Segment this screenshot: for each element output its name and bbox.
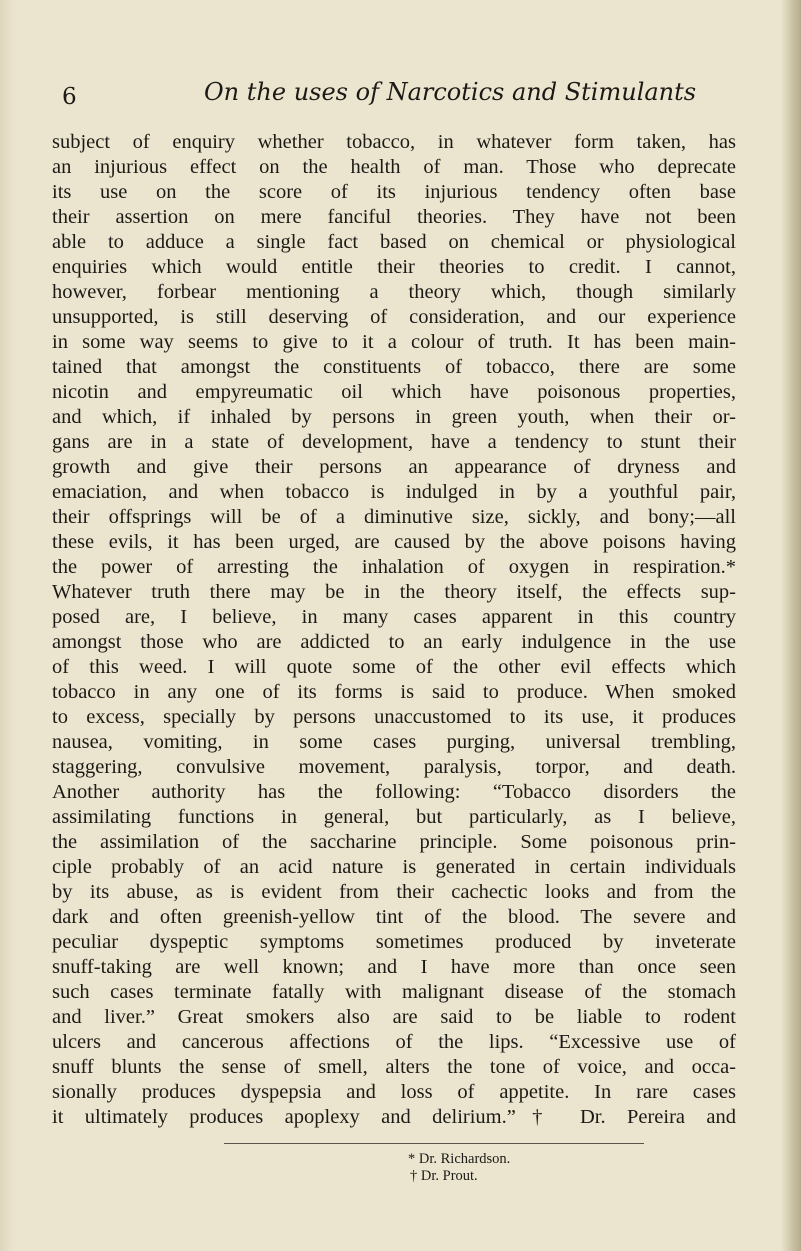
text-line: tained that amongst the constituents of tobacco, there are some	[52, 356, 736, 378]
text-line: ulcers and cancerous affections of the lips. “Excessive use of	[52, 1031, 736, 1053]
text-line: these evils, it has been urged, are caused by the above poisons having	[52, 531, 736, 553]
text-line: staggering, convulsive movement, paralysis, torpor, and death.	[52, 756, 736, 778]
text-line: subject of enquiry whether tobacco, in whatever form taken, has	[52, 131, 736, 153]
text-line: tobacco in any one of its forms is said to produce. When smoked	[52, 681, 736, 703]
text-line: their offsprings will be of a diminutive size, sickly, and bony;—all	[52, 506, 736, 528]
text-line: posed are, I believe, in many cases apparent in this country	[52, 606, 736, 628]
footnote-richardson: * Dr. Richardson.	[408, 1151, 511, 1167]
text-line: the assimilation of the saccharine principle. Some poisonous prin-	[52, 831, 736, 853]
text-line: Whatever truth there may be in the theory itself, the effects sup-	[52, 581, 736, 603]
text-line: Another authority has the following: “Tobacco disorders the	[52, 781, 736, 803]
text-line: assimilating functions in general, but particularly, as I believe,	[52, 806, 736, 828]
text-line: an injurious effect on the health of man. Those who deprecate	[52, 156, 736, 178]
text-line: it ultimately produces apoplexy and delirium.”† Dr. Pereira and	[52, 1106, 736, 1128]
text-line: amongst those who are addicted to an early indulgence in the use	[52, 631, 736, 653]
text-line: emaciation, and when tobacco is indulged in by a youthful pair,	[52, 481, 736, 503]
text-line: and which, if inhaled by persons in green youth, when their or-	[52, 406, 736, 428]
page-header	[62, 78, 702, 124]
text-line: peculiar dyspeptic symptoms sometimes produced by inveterate	[52, 931, 736, 953]
text-line: however, forbear mentioning a theory which, though similarly	[52, 281, 736, 303]
text-line: and liver.” Great smokers also are said to be liable to rodent	[52, 1006, 736, 1028]
right-page-edge	[781, 0, 801, 1251]
text-line: their assertion on mere fanciful theories. They have not been	[52, 206, 736, 228]
text-line: enquiries which would entitle their theories to credit. I cannot,	[52, 256, 736, 278]
body-text	[52, 130, 736, 1130]
text-line: ciple probably of an acid nature is generated in certain individuals	[52, 856, 736, 878]
text-line: the power of arresting the inhalation of oxygen in respiration.*	[52, 556, 736, 578]
text-line: of this weed. I will quote some of the other evil effects which	[52, 656, 736, 678]
text-line: gans are in a state of development, have a tendency to stunt their	[52, 431, 736, 453]
text-line: growth and give their persons an appearance of dryness and	[52, 456, 736, 478]
text-line: its use on the score of its injurious tendency often base	[52, 181, 736, 203]
text-line: to excess, specially by persons unaccustomed to its use, it produces	[52, 706, 736, 728]
text-line: nicotin and empyreumatic oil which have poisonous properties,	[52, 381, 736, 403]
text-line: by its abuse, as is evident from their cachectic looks and from the	[52, 881, 736, 903]
text-line: unsupported, is still deserving of consideration, and our experience	[52, 306, 736, 328]
text-line: able to adduce a single fact based on chemical or physiological	[52, 231, 736, 253]
text-line: snuff blunts the sense of smell, alters the tone of voice, and occa-	[52, 1056, 736, 1078]
footnote-rule	[224, 1143, 644, 1144]
footnote-prout: † Dr. Prout.	[410, 1168, 478, 1184]
footnotes	[408, 1151, 708, 1185]
text-line: snuff-taking are well known; and I have more than once seen	[52, 956, 736, 978]
text-line: dark and often greenish-yellow tint of the blood. The severe and	[52, 906, 736, 928]
running-head: On the uses of Narcotics and Stimulants	[204, 78, 697, 106]
text-line: sionally produces dyspepsia and loss of appetite. In rare cases	[52, 1081, 736, 1103]
page-number: 6	[62, 84, 77, 110]
left-page-edge	[0, 0, 14, 1251]
text-line: such cases terminate fatally with malignant disease of the stomach	[52, 981, 736, 1003]
text-line: nausea, vomiting, in some cases purging, universal trembling,	[52, 731, 736, 753]
text-line: in some way seems to give to it a colour of truth. It has been main-	[52, 331, 736, 353]
